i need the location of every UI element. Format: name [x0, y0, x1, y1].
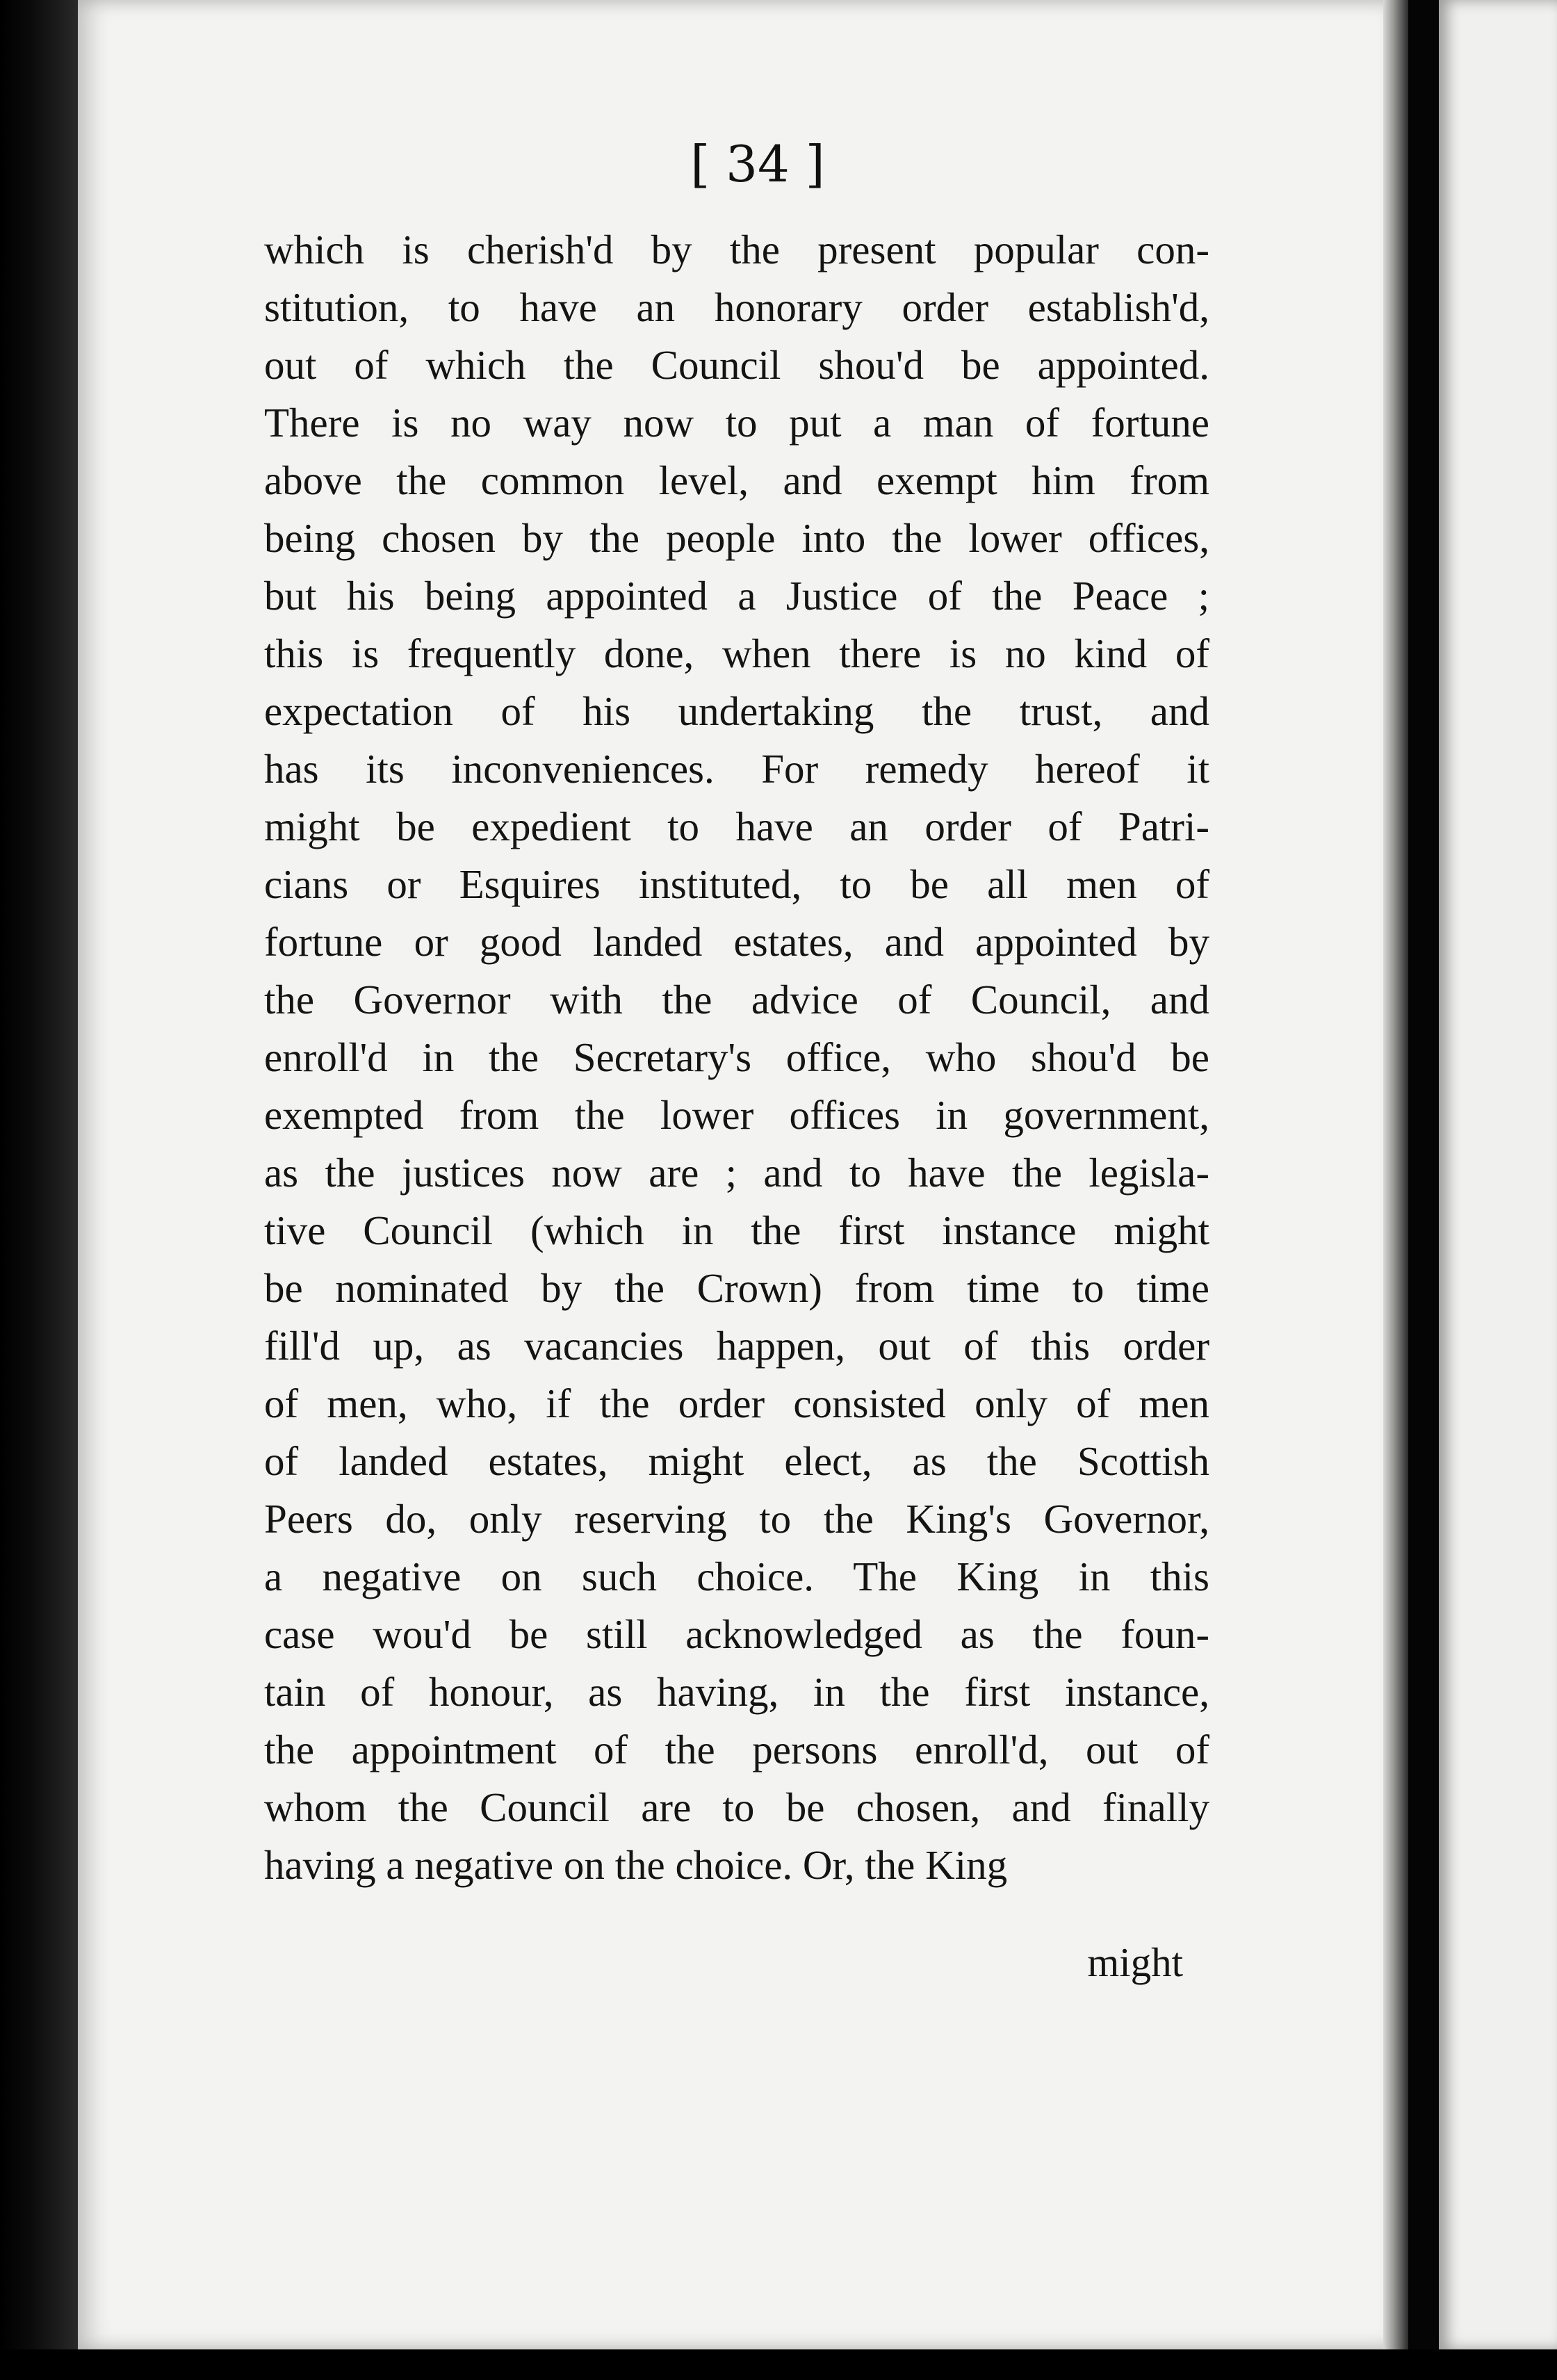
text-line: case wou'd be still acknowledged as the foun- [264, 1611, 1209, 1657]
text-line: tive Council (which in the first instance might [264, 1207, 1209, 1253]
text-line: might be expedient to have an order of Patri- [264, 804, 1209, 849]
text-line: of men, who, if the order consisted only of men [264, 1380, 1209, 1426]
text-line: Peers do, only reserving to the King's Governor, [264, 1496, 1209, 1542]
text-line: having a negative on the choice. Or, the King [264, 1842, 1008, 1888]
text-line: this is frequently done, when there is no kind of [264, 630, 1209, 676]
scanner-bottom-edge [0, 2349, 1557, 2380]
text-line: whom the Council are to be chosen, and finally [264, 1784, 1209, 1830]
text-line: fill'd up, as vacancies happen, out of this order [264, 1323, 1209, 1369]
text-line: tain of honour, as having, in the first instance, [264, 1669, 1209, 1715]
text-line: be nominated by the Crown) from time to time [264, 1265, 1209, 1311]
book-gutter [1408, 0, 1439, 2380]
page-number: [ 34 ] [690, 135, 825, 193]
adjacent-page-sliver [1439, 0, 1557, 2349]
text-line: above the common level, and exempt him from [264, 457, 1209, 503]
text-line: a negative on such choice. The King in this [264, 1554, 1209, 1599]
text-line: being chosen by the people into the lower offices, [264, 515, 1209, 561]
text-line: stitution, to have an honorary order establish'd, [264, 284, 1209, 330]
text-line: enroll'd in the Secretary's office, who shou'd be [264, 1034, 1209, 1080]
text-line: the Governor with the advice of Council, and [264, 977, 1209, 1022]
page-edge-shadow [1383, 0, 1408, 2380]
catchword: might [1087, 1939, 1183, 1985]
text-line: exempted from the lower offices in government, [264, 1092, 1209, 1138]
text-line: cians or Esquires instituted, to be all men of [264, 861, 1209, 907]
body-text [264, 221, 1209, 1894]
text-line: as the justices now are ; and to have the legisla- [264, 1150, 1209, 1196]
text-line: has its inconveniences. For remedy hereof it [264, 746, 1209, 792]
text-line: out of which the Council shou'd be appointed. [264, 342, 1209, 388]
text-line: of landed estates, might elect, as the Scottish [264, 1438, 1209, 1484]
book-binding-edge [0, 0, 78, 2380]
text-line: fortune or good landed estates, and appointed by [264, 919, 1209, 965]
text-line: expectation of his undertaking the trust, and [264, 688, 1209, 734]
text-line: There is no way now to put a man of fortune [264, 400, 1209, 446]
text-line: which is cherish'd by the present popular con- [264, 227, 1209, 272]
text-line: the appointment of the persons enroll'd, out of [264, 1727, 1209, 1772]
text-line: but his being appointed a Justice of the Peace ; [264, 573, 1209, 619]
